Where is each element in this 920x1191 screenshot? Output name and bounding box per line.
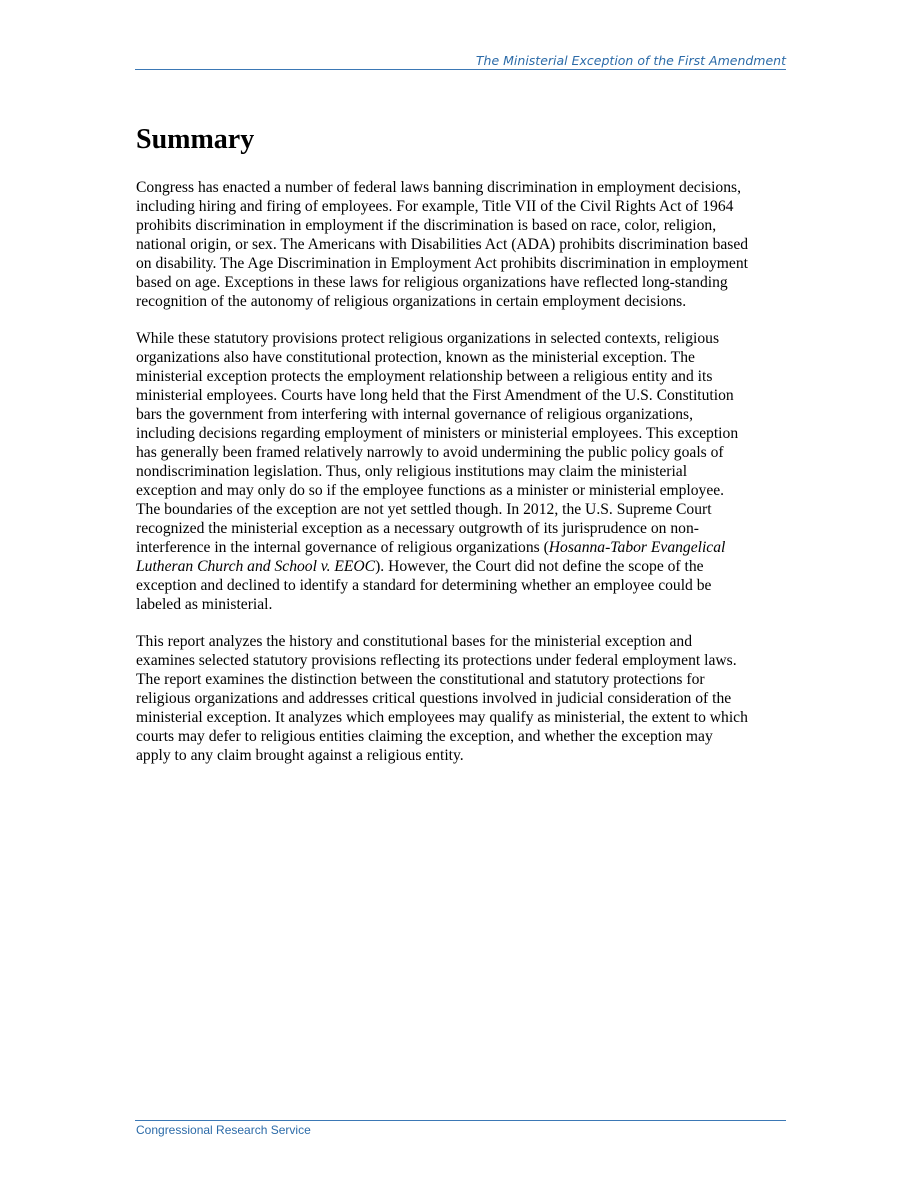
case-citation-line (136, 538, 788, 557)
text-line: religious organizations and addresses critical questions involved in judicial consideration of the (136, 690, 732, 707)
text-line: organizations also have constitutional protection, known as the ministerial exception. The (136, 349, 695, 366)
text-line: Congress has enacted a number of federal laws banning discrimination in employment decisions, (136, 179, 741, 196)
text-line: on disability. The Age Discrimination in Employment Act prohibits discrimination in employment (136, 255, 748, 272)
text-line: This report analyzes the history and constitutional bases for the ministerial exception and (136, 633, 693, 650)
text-line: The report examines the distinction between the constitutional and statutory protections for (136, 671, 705, 688)
footer-divider (135, 1120, 786, 1121)
running-header-title: The Ministerial Exception of the First Amendment (475, 53, 786, 68)
text-line: examines selected statutory provisions reflecting its protections under federal employment laws. (136, 652, 737, 669)
summary-body (136, 178, 788, 783)
text-line: recognized the ministerial exception as a necessary outgrowth of its jurisprudence on non- (136, 520, 699, 537)
text-line: nondiscrimination legislation. Thus, only religious institutions may claim the ministerial (136, 463, 688, 480)
text-line: recognition of the autonomy of religious organizations in certain employment decisions. (136, 293, 687, 310)
text-line: including decisions regarding employment of ministers or ministerial employees. This exception (136, 425, 739, 442)
text-span: ). However, the Court did not define the scope of the (375, 558, 704, 575)
text-line: exception and may only do so if the employee functions as a minister or ministerial employee. (136, 482, 725, 499)
text-line: The boundaries of the exception are not yet settled though. In 2012, the U.S. Supreme Court (136, 501, 712, 518)
case-citation-line (136, 557, 788, 576)
paragraph-1 (136, 178, 788, 311)
paragraph-3 (136, 632, 788, 765)
text-line: labeled as ministerial. (136, 596, 273, 613)
case-name-italic: Hosanna-Tabor Evangelical (548, 539, 726, 556)
text-line: based on age. Exceptions in these laws for religious organizations have reflected long-standing (136, 274, 728, 291)
text-line: has generally been framed relatively narrowly to avoid undermining the public policy goals of (136, 444, 724, 461)
text-line: ministerial exception. It analyzes which employees may qualify as ministerial, the extent to which (136, 709, 748, 726)
paragraph-2 (136, 329, 788, 614)
text-line: While these statutory provisions protect religious organizations in selected contexts, religious (136, 330, 720, 347)
text-line: ministerial employees. Courts have long held that the First Amendment of the U.S. Constitution (136, 387, 734, 404)
text-line: apply to any claim brought against a religious entity. (136, 747, 464, 764)
case-name-italic: Lutheran Church and School v. EEOC (136, 558, 376, 575)
running-footer-organization: Congressional Research Service (136, 1123, 311, 1137)
header-divider (135, 69, 786, 70)
text-line: ministerial exception protects the employment relationship between a religious entity and its (136, 368, 713, 385)
text-span: interference in the internal governance of religious organizations ( (136, 539, 549, 556)
text-line: bars the government from interfering with internal governance of religious organizations, (136, 406, 694, 423)
text-line: national origin, or sex. The Americans with Disabilities Act (ADA) prohibits discrimination based (136, 236, 749, 253)
text-line: including hiring and firing of employees. For example, Title VII of the Civil Rights Act of 1964 (136, 198, 734, 215)
text-line: prohibits discrimination in employment if the discrimination is based on race, color, religion, (136, 217, 717, 234)
page-title: Summary (136, 124, 255, 155)
text-line: exception and declined to identify a standard for determining whether an employee could be (136, 577, 712, 594)
text-line: courts may defer to religious entities claiming the exception, and whether the exception may (136, 728, 713, 745)
